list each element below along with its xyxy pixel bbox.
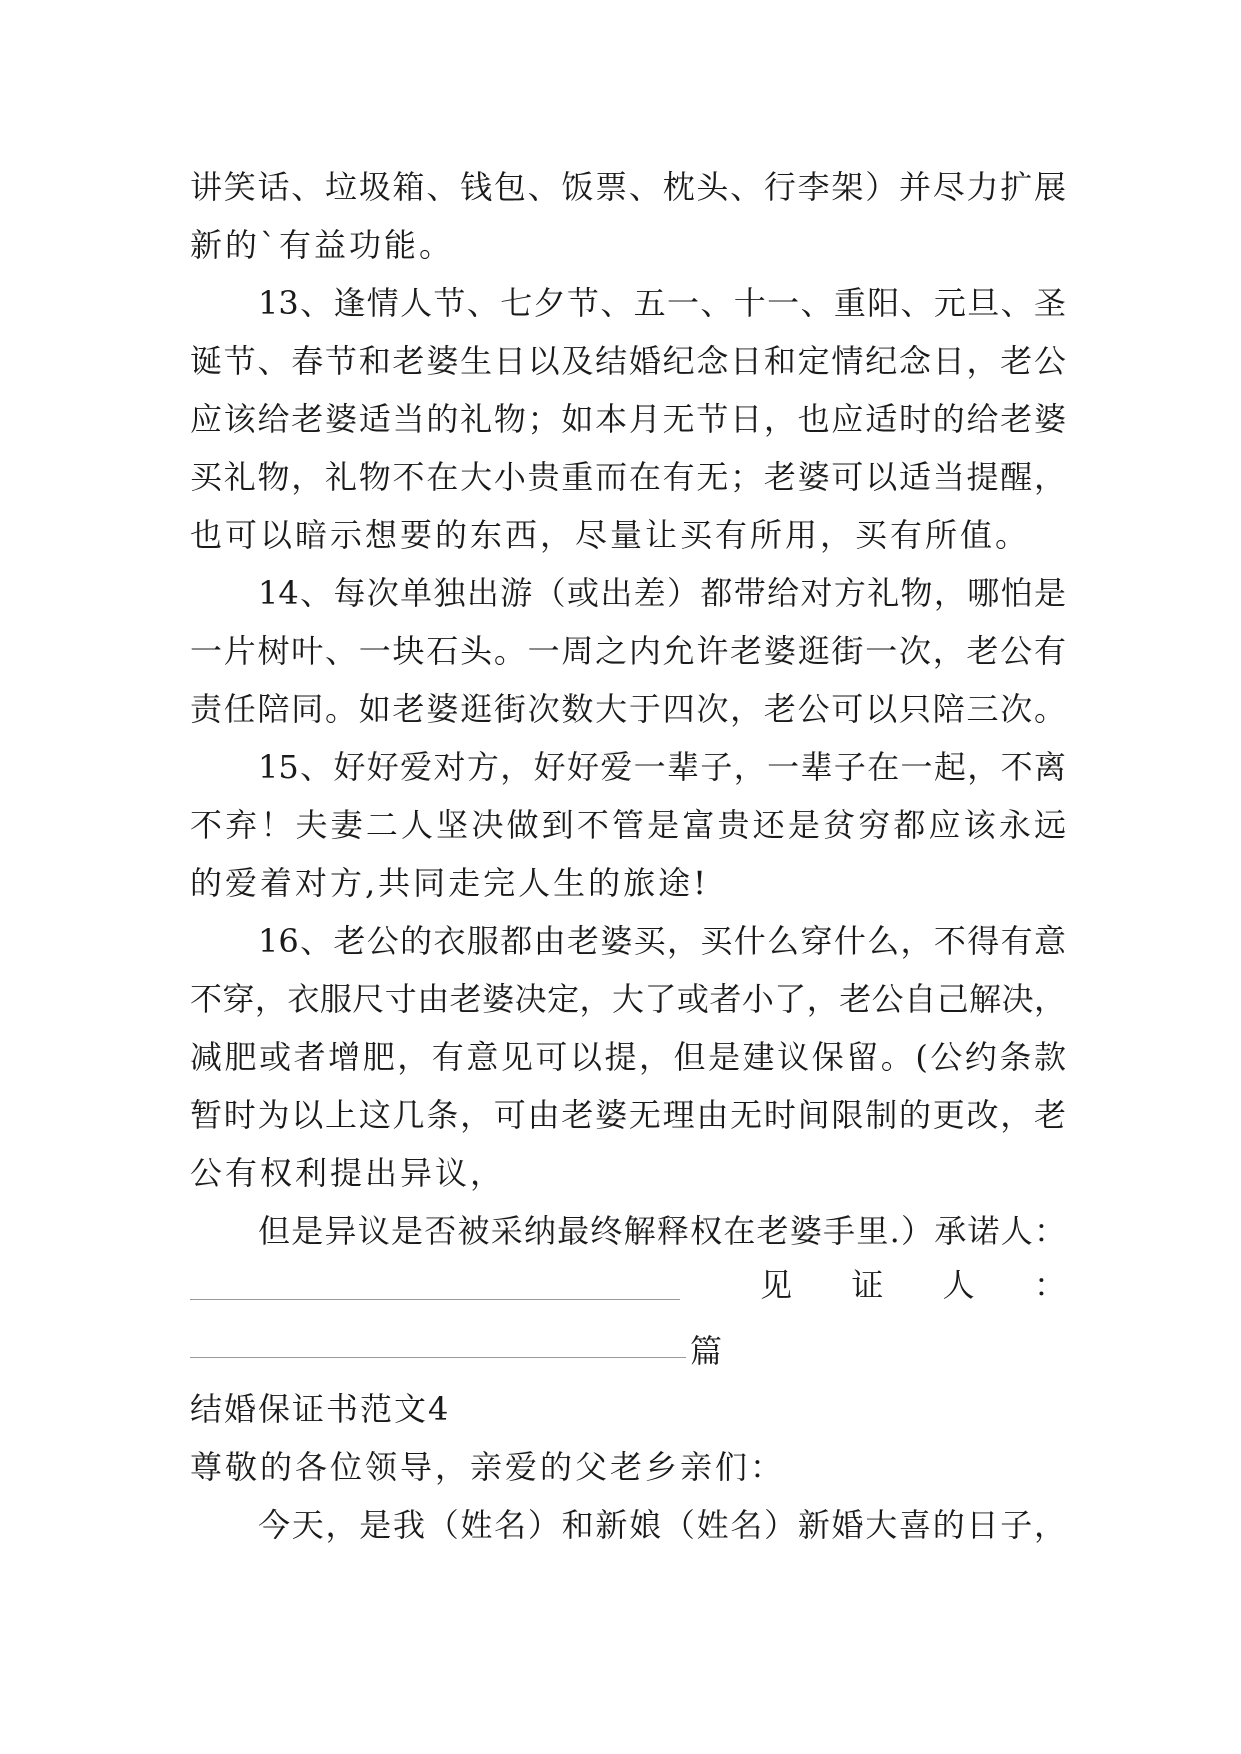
salutation: 尊敬的各位领导，亲爱的父老乡亲们： <box>190 1448 786 1486</box>
clause-16-line-2: 不穿，衣服尺寸由老婆决定，大了或者小了，老公自己解决， <box>190 980 1066 1018</box>
clause-16-line-1: 16、老公的衣服都由老婆买，买什么穿什么，不得有意 <box>258 922 1066 960</box>
witness-char-2: 证 <box>851 1266 884 1304</box>
clause-13-line-1: 13、逢情人节、七夕节、五一、十一、重阳、元旦、圣 <box>258 284 1066 322</box>
clause-14-line-1: 14、每次单独出游（或出差）都带给对方礼物，哪怕是 <box>258 574 1066 612</box>
clause-13-line-2: 诞节、春节和老婆生日以及结婚纪念日和定情纪念日，老公 <box>190 342 1066 380</box>
clause-13-line-4: 买礼物，礼物不在大小贵重而在有无；老婆可以适当提醒， <box>190 458 1066 496</box>
body-line-1: 讲笑话、垃圾箱、钱包、饭票、枕头、行李架）并尽力扩展 <box>190 168 1066 206</box>
witness-char-3: 人 <box>942 1266 975 1304</box>
clause-15-line-2: 不弃！夫妻二人坚决做到不管是富贵还是贫穷都应该永远 <box>190 806 1066 844</box>
clause-16-line-4: 暂时为以上这几条，可由老婆无理由无时间限制的更改，老 <box>190 1096 1066 1134</box>
clause-15-line-3: 的爱着对方,共同走完人生的旅途! <box>190 864 710 902</box>
witness-label <box>760 1265 1066 1305</box>
clause-16-line-3: 减肥或者增肥，有意见可以提，但是建议保留。(公约条款 <box>190 1038 1066 1076</box>
clause-15-line-1: 15、好好爱对方，好好爱一辈子，一辈子在一起，不离 <box>258 748 1066 786</box>
promisor-line: 但是异议是否被采纳最终解释权在老婆手里.）承诺人： <box>258 1212 1066 1250</box>
clause-14-line-3: 责任陪同。如老婆逛街次数大于四次，老公可以只陪三次。 <box>190 690 1066 728</box>
promisor-signature-line <box>190 1299 680 1300</box>
pian-char: 篇 <box>690 1332 723 1370</box>
body-line-2: 新的`有益功能。 <box>190 226 455 264</box>
clause-14-line-2: 一片树叶、一块石头。一周之内允许老婆逛街一次，老公有 <box>190 632 1066 670</box>
opening-line: 今天，是我（姓名）和新娘（姓名）新婚大喜的日子， <box>258 1506 1066 1544</box>
section-heading: 结婚保证书范文4 <box>190 1390 451 1428</box>
witness-char-1: 见 <box>760 1266 793 1304</box>
clause-13-line-3: 应该给老婆适当的礼物；如本月无节日，也应适时的给老婆 <box>190 400 1066 438</box>
witness-colon: ： <box>1033 1266 1066 1304</box>
clause-13-line-5: 也可以暗示想要的东西，尽量让买有所用，买有所值。 <box>190 516 1031 554</box>
clause-16-line-5: 公有权利提出异议， <box>190 1154 506 1192</box>
witness-signature-line <box>190 1357 686 1358</box>
